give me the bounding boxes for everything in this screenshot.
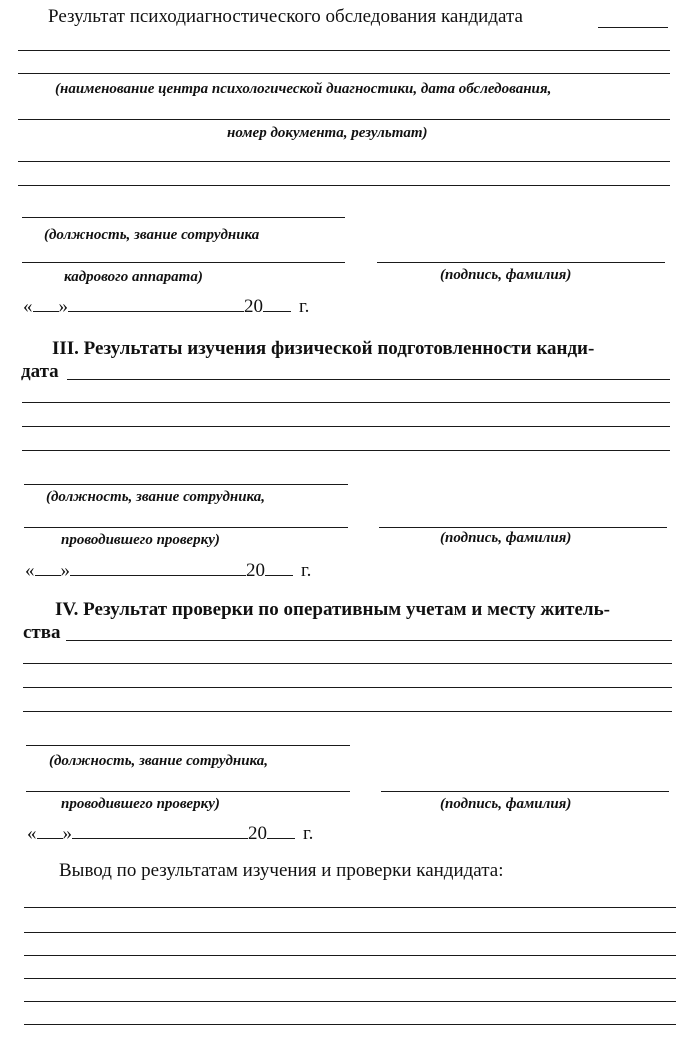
section3-date-line[interactable] bbox=[25, 558, 311, 582]
conclusion-heading: Вывод по результатам изучения и проверки кандидата: bbox=[59, 860, 504, 881]
conclusion-line-3[interactable] bbox=[24, 955, 676, 956]
section3-heading-line2: дата bbox=[21, 361, 59, 382]
date-year-suffix: г. bbox=[303, 823, 314, 844]
conclusion-line-4[interactable] bbox=[24, 978, 676, 979]
section4-signature-line[interactable] bbox=[381, 791, 669, 792]
psych-heading: Результат психодиагностического обследования кандидата bbox=[48, 6, 523, 27]
date-day-blank[interactable] bbox=[33, 294, 59, 312]
section3-line-3[interactable] bbox=[22, 450, 670, 451]
section4-signature-caption: (подпись, фамилия) bbox=[440, 796, 572, 812]
date-year-blank[interactable] bbox=[263, 294, 291, 312]
date-day-blank[interactable] bbox=[37, 821, 63, 839]
section3-line-2[interactable] bbox=[22, 426, 670, 427]
psych-line-4[interactable] bbox=[18, 161, 670, 162]
date-year-prefix: 20 bbox=[244, 296, 263, 317]
date-close-quote: » bbox=[58, 296, 68, 317]
conclusion-line-5[interactable] bbox=[24, 1001, 676, 1002]
section4-officer-line-1[interactable] bbox=[26, 745, 350, 746]
psych-date-line[interactable] bbox=[23, 294, 309, 318]
psych-caption-2: номер документа, результат) bbox=[227, 125, 428, 141]
section3-officer-line-1[interactable] bbox=[24, 484, 348, 485]
psych-heading-fill-line[interactable] bbox=[598, 27, 668, 28]
psych-signature-caption: (подпись, фамилия) bbox=[440, 267, 572, 283]
date-open-quote: « bbox=[23, 296, 33, 317]
date-close-quote: » bbox=[60, 560, 70, 581]
date-open-quote: « bbox=[25, 560, 35, 581]
conclusion-line-6[interactable] bbox=[24, 1024, 676, 1025]
section4-officer-caption-2: проводившего проверку) bbox=[61, 796, 220, 812]
date-year-blank[interactable] bbox=[267, 821, 295, 839]
date-year-blank[interactable] bbox=[265, 558, 293, 576]
date-year-prefix: 20 bbox=[246, 560, 265, 581]
psych-line-2[interactable] bbox=[18, 73, 670, 74]
date-month-blank[interactable] bbox=[72, 821, 248, 839]
date-year-prefix: 20 bbox=[248, 823, 267, 844]
date-close-quote: » bbox=[62, 823, 72, 844]
psych-line-5[interactable] bbox=[18, 185, 670, 186]
section4-line-2[interactable] bbox=[23, 687, 672, 688]
date-open-quote: « bbox=[27, 823, 37, 844]
psych-officer-caption-1: (должность, звание сотрудника bbox=[44, 227, 260, 243]
section4-line-3[interactable] bbox=[23, 711, 672, 712]
section3-heading-fill-line[interactable] bbox=[67, 379, 670, 380]
section3-line-1[interactable] bbox=[22, 402, 670, 403]
date-month-blank[interactable] bbox=[68, 294, 244, 312]
psych-officer-line-2[interactable] bbox=[22, 262, 345, 263]
section4-date-line[interactable] bbox=[27, 821, 313, 845]
section4-officer-caption-1: (должность, звание сотрудника, bbox=[49, 753, 269, 769]
section4-officer-line-2[interactable] bbox=[26, 791, 350, 792]
psych-line-1[interactable] bbox=[18, 50, 670, 51]
date-day-blank[interactable] bbox=[35, 558, 61, 576]
date-month-blank[interactable] bbox=[70, 558, 246, 576]
psych-signature-line[interactable] bbox=[377, 262, 665, 263]
section3-officer-caption-1: (должность, звание сотрудника, bbox=[46, 489, 266, 505]
date-year-suffix: г. bbox=[299, 296, 310, 317]
psych-officer-line-1[interactable] bbox=[22, 217, 345, 218]
psych-line-3[interactable] bbox=[18, 119, 670, 120]
conclusion-line-2[interactable] bbox=[24, 932, 676, 933]
section4-heading-line1: IV. Результат проверки по оперативным учетам и месту житель- bbox=[55, 599, 610, 620]
date-year-suffix: г. bbox=[301, 560, 312, 581]
section3-heading-line1: III. Результаты изучения физической подготовленности канди- bbox=[52, 338, 595, 359]
section4-heading-fill-line[interactable] bbox=[66, 640, 672, 641]
section3-officer-line-2[interactable] bbox=[24, 527, 348, 528]
section3-signature-caption: (подпись, фамилия) bbox=[440, 530, 572, 546]
psych-officer-caption-2: кадрового аппарата) bbox=[64, 269, 203, 285]
conclusion-line-1[interactable] bbox=[24, 907, 676, 908]
psych-caption-1: (наименование центра психологической диагностики, дата обследования, bbox=[55, 81, 552, 97]
section4-line-1[interactable] bbox=[23, 663, 672, 664]
section3-officer-caption-2: проводившего проверку) bbox=[61, 532, 220, 548]
section4-heading-line2: ства bbox=[23, 622, 61, 643]
section3-signature-line[interactable] bbox=[379, 527, 667, 528]
